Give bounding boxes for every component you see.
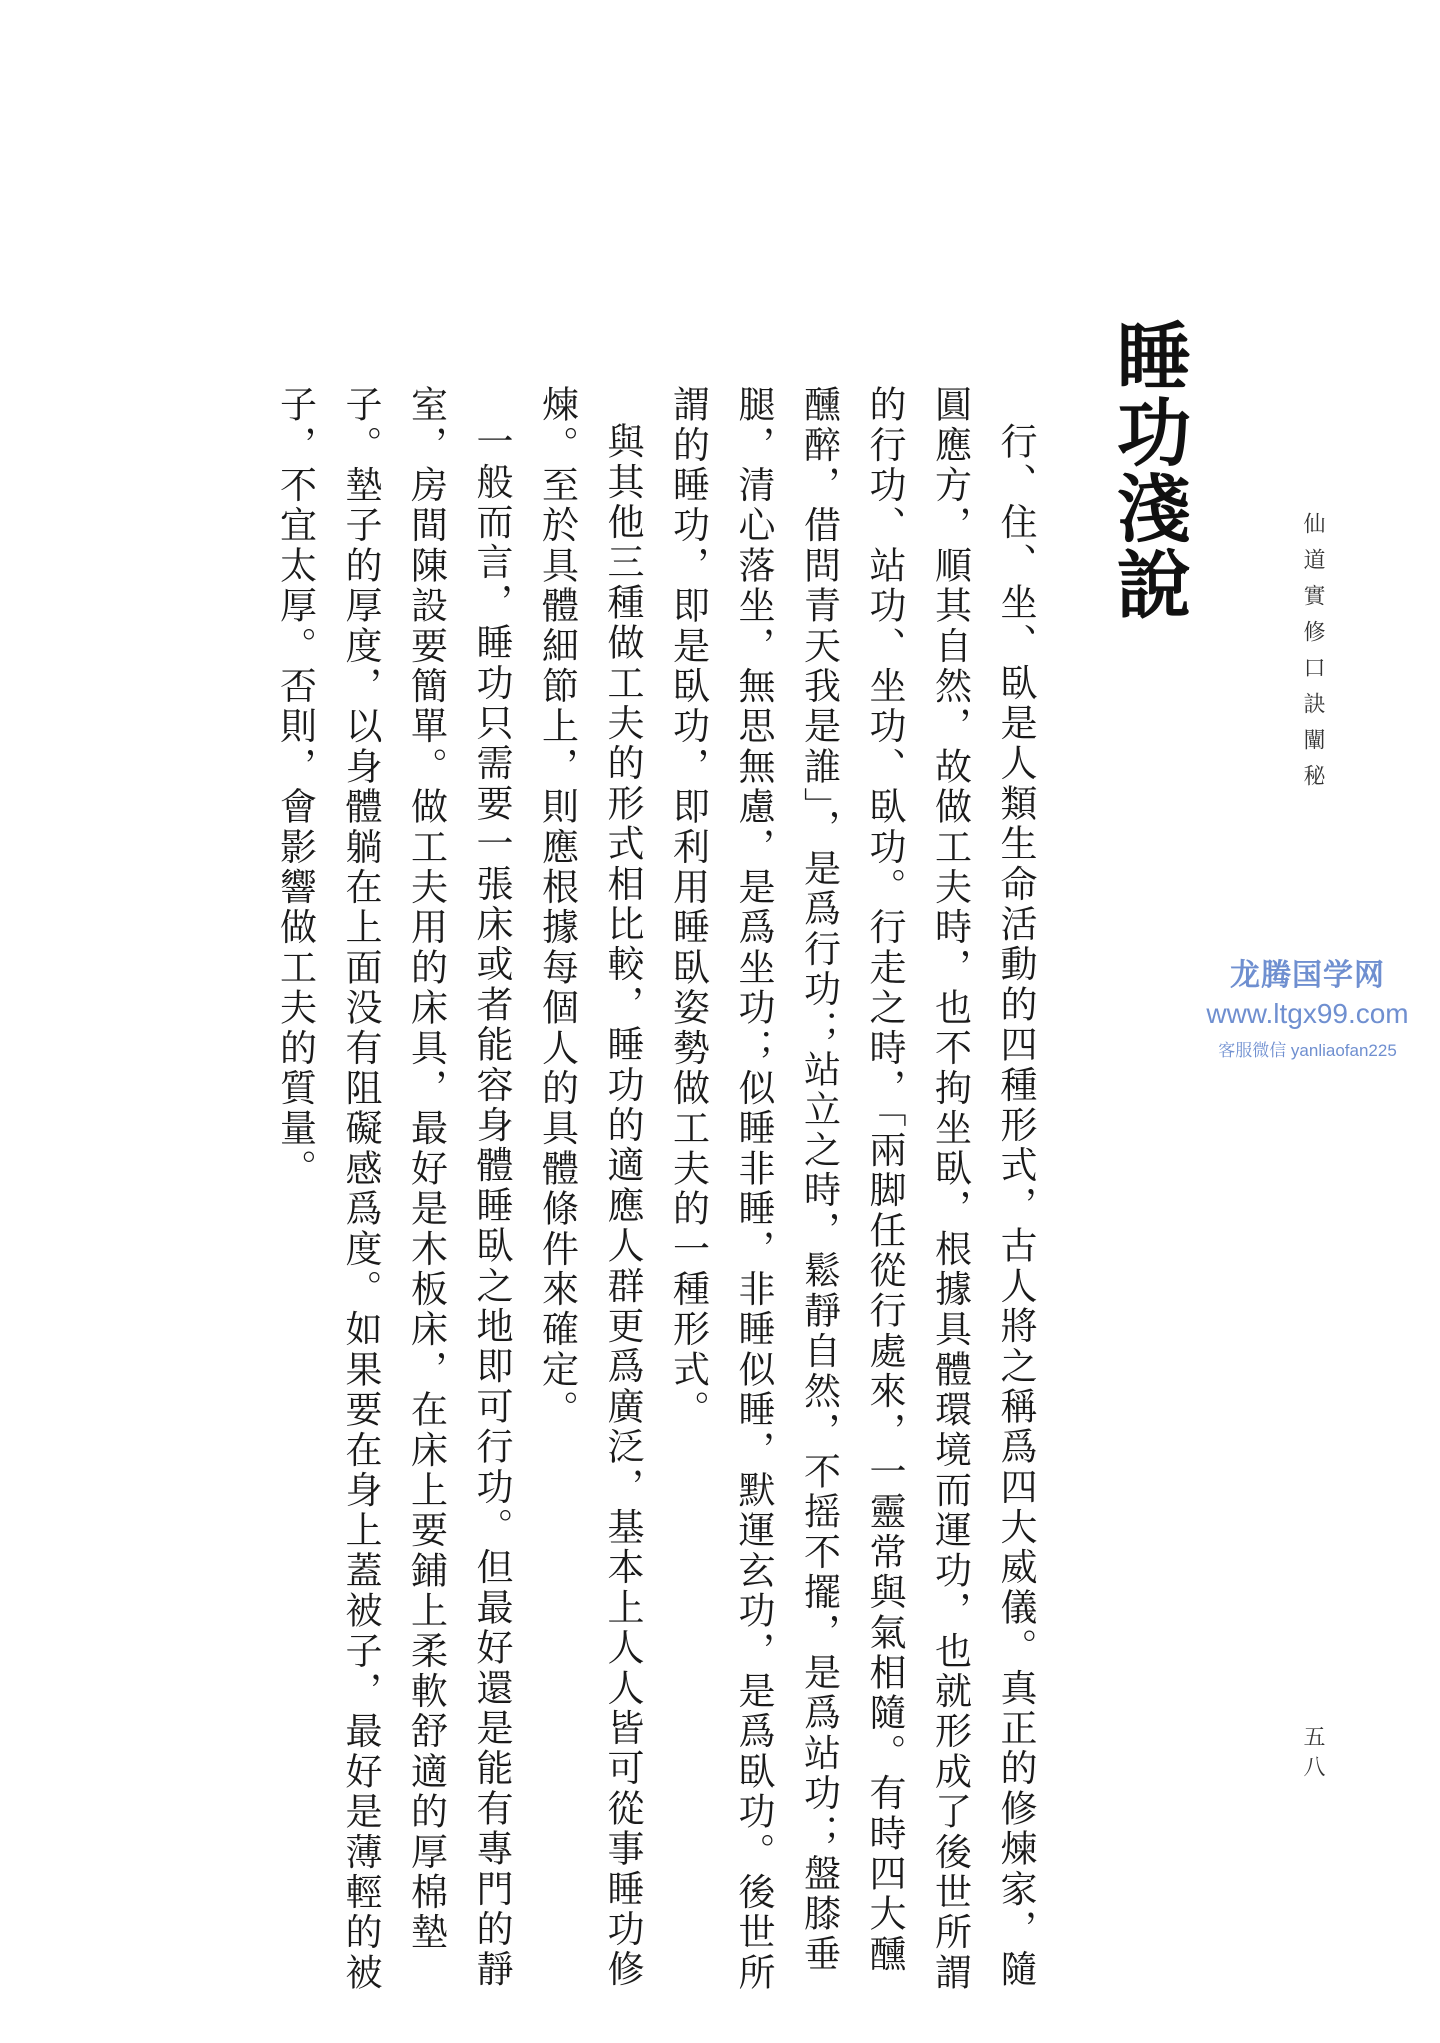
paragraph-3: 一般而言，睡功只需要一張床或者能容身體睡臥之地即可行功。但最好還是能有專門的靜室，房間陳設要簡單。做工夫用的床具，最好是木板床，在床上要鋪上柔軟舒適的厚棉墊子。墊子的厚度，以身體躺在上面没有阻礙感爲度。如果要在身上蓋被子，最好是薄輕的被子，不宜太厚。否則，會影響做工夫的質量。 <box>273 385 513 1993</box>
paragraph-2: 與其他三種做工夫的形式相比較，睡功的適應人群更爲廣泛，基本上人人皆可從事睡功修煉。至於具體細節上，則應根據每個人的具體條件來確定。 <box>535 385 644 1990</box>
running-head: 仙道實修口訣闡秘 <box>1300 512 1325 800</box>
chapter-title: 睡功淺說 <box>1105 318 1191 622</box>
watermark-site-name: 龙腾国学网 <box>1230 959 1385 992</box>
paragraph-1: 行、住、坐、臥是人類生命活動的四種形式，古人將之稱爲四大威儀。真正的修煉家，隨圓應方，順其自然，故做工夫時，也不拘坐臥，根據具體環境而運功，也就形成了後世所謂的行功、站功、坐功、臥功。行走之時，「兩脚任從行處來，一靈常與氣相隨。有時四大醺醺醉，借問青天我是誰」，是爲行功；站立之時，鬆靜自然，不摇不擺，是爲站功；盤膝垂腿，清心落坐，無思無慮，是爲坐功；似睡非睡，非睡似睡，默運玄功，是爲臥功。後世所謂的睡功，即是臥功，即利用睡臥姿勢做工夫的一種形式。 <box>666 385 1037 1993</box>
watermark <box>1175 950 1440 1061</box>
watermark-contact: 客服微信 yanliaofan225 <box>1218 1041 1397 1060</box>
body-text <box>262 385 1048 1995</box>
page-number: 五八 <box>1300 1725 1325 1785</box>
watermark-url: www.ltgx99.com <box>1206 998 1409 1029</box>
